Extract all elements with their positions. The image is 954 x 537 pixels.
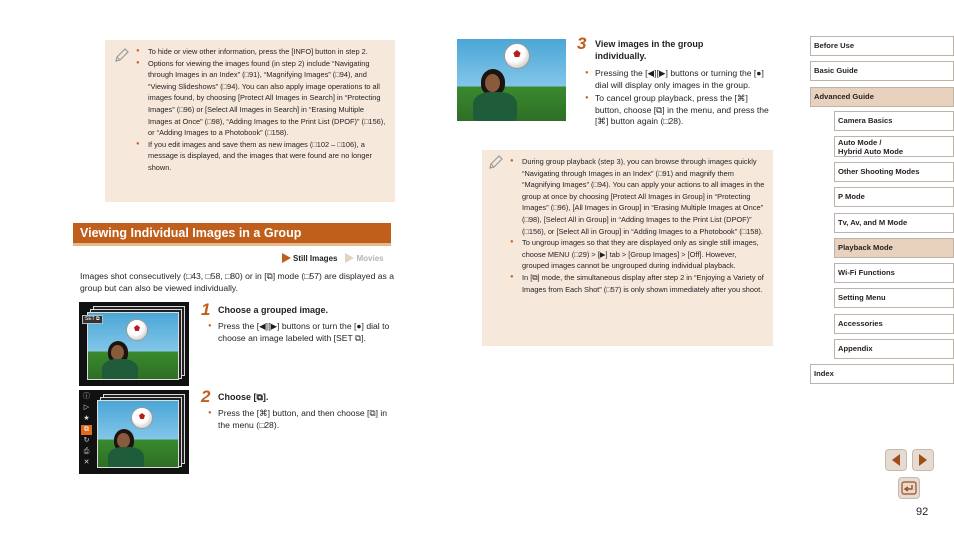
- right-note-item: ● During group playback (step 3), you can browse through images quickly “Navigating through Images in an Index” (□91) and magnify them “Magnifying Images” (□94). You can apply your actions to all images in the group at once by choosing [Protect All Images in Group] in “Protecting Images” (□96), [All Images in Group] in “Erasing Multiple Images at Once” (□98), [Select All in Group] in “Adding Images to the Print List (DPOF)” (□156), or [Select All in Group] in “Adding Images to a Photobook” (□158).: [509, 156, 765, 237]
- step-3-title: View images in the group individually.: [595, 39, 704, 61]
- nav-playback-mode[interactable]: Playback Mode: [834, 238, 954, 258]
- step-1-number: 1: [201, 300, 211, 319]
- nav-index[interactable]: Index: [810, 364, 954, 384]
- nav-accessories[interactable]: Accessories: [834, 314, 954, 334]
- step-2-title: Choose [⧉].: [218, 392, 269, 402]
- triangle-icon: [345, 253, 354, 263]
- favorite-icon[interactable]: ★: [83, 415, 90, 422]
- step-3-photo: [457, 39, 566, 121]
- left-note-box: [105, 40, 395, 202]
- right-note-item: ● In [⧉] mode, the simultaneous display after step 2 in “Enjoying a Variety of Images from Each Shot” (□57) is only shown immediately after you shoot.: [509, 272, 765, 295]
- group-playback-icon[interactable]: ⧉: [81, 425, 92, 435]
- group-photo-thumbnail: [97, 400, 179, 468]
- step-1-bullets: [208, 321, 393, 344]
- intro-text: Images shot consecutively (□43, □58, □80) or in [⧉] mode (□57) are displayed as a group but can also be viewed individually.: [80, 271, 394, 293]
- slideshow-icon[interactable]: ▷: [83, 404, 90, 411]
- nav-appendix[interactable]: Appendix: [834, 339, 954, 359]
- next-page-button[interactable]: [912, 449, 934, 471]
- pencil-icon: [487, 153, 505, 171]
- rotate-icon[interactable]: ↻: [83, 437, 90, 444]
- step-2-bullet: ● Press the [⌘] button, and then choose [⧉] in the menu (□28).: [208, 408, 393, 431]
- step-3-number: 3: [577, 34, 587, 53]
- nav-before-use[interactable]: Before Use: [810, 36, 954, 56]
- nav-advanced-guide[interactable]: Advanced Guide: [810, 87, 954, 107]
- pencil-icon: [113, 46, 131, 64]
- step-2-bullets: [208, 408, 393, 431]
- mode-indicator: [282, 253, 384, 263]
- soccer-ball: [126, 319, 148, 341]
- nav-wifi-functions[interactable]: Wi-Fi Functions: [834, 263, 954, 283]
- print-icon[interactable]: ⎙: [83, 448, 90, 455]
- step-3-bullet: ● Pressing the [◀][▶] buttons or turning the [●] dial will display only images in the group.: [585, 68, 773, 91]
- soccer-ball: [131, 407, 153, 429]
- camera-screen-step1: [79, 302, 189, 386]
- right-note-item: ● To ungroup images so that they are displayed only as single still images, choose MENU (□29) > [▶] tab > [Group Images] > [Off]. However, grouped images cannot be ungrouped during individual playback.: [509, 237, 765, 272]
- section-title: Viewing Individual Images in a Group: [73, 223, 391, 246]
- return-button[interactable]: [898, 477, 920, 499]
- arrow-left-icon: [890, 453, 902, 467]
- step-3-bullets: [585, 68, 773, 128]
- nav-basic-guide[interactable]: Basic Guide: [810, 61, 954, 81]
- left-note-item: ● To hide or view other information, press the [INFO] button in step 2.: [135, 46, 387, 58]
- arrow-right-icon: [917, 453, 929, 467]
- nav-auto-mode-line1: Auto Mode /: [838, 138, 882, 147]
- step-1-title: Choose a grouped image.: [218, 305, 329, 315]
- previous-page-button[interactable]: [885, 449, 907, 471]
- nav-p-mode[interactable]: P Mode: [834, 187, 954, 207]
- right-note-box: [482, 150, 773, 346]
- movies-label: Movies: [345, 253, 383, 263]
- soccer-ball: [504, 43, 530, 69]
- group-set-label: SET ⧉: [82, 315, 103, 324]
- camera-screen-step2: [79, 390, 189, 474]
- step-1-bullet: ● Press the [◀][▶] buttons or turn the [●] dial to choose an image labeled with [SET ⧉].: [208, 321, 393, 344]
- left-note-item: ● Options for viewing the images found (in step 2) include “Navigating through Images in an Index” (□91), “Magnifying Images” (□94), and “Viewing Slideshows” (□94). You can also apply image operations to all images found, by choosing [Protect All Images in Search] in “Protecting Images” (□96) or [Select All Images in Search] in “Erasing Multiple Images at Once” (□98), “Adding Images to the Print List (DPOF)” (□156), or “Adding Images to a Photobook” (□158).: [135, 58, 387, 139]
- return-arrow-icon: [901, 481, 917, 495]
- nav-auto-mode-line2: Hybrid Auto Mode: [838, 147, 904, 156]
- nav-setting-menu[interactable]: Setting Menu: [834, 288, 954, 308]
- left-note-item: ● If you edit images and save them as new images (□102 – □106), a message is displayed, and the images that were found are no longer shown.: [135, 139, 387, 174]
- nav-tv-av-m-mode[interactable]: Tv, Av, and M Mode: [834, 213, 954, 233]
- page-number: 92: [916, 506, 929, 518]
- triangle-icon: [282, 253, 291, 263]
- info-icon[interactable]: ⓘ: [83, 393, 90, 400]
- function-menu-column: [80, 392, 93, 472]
- nav-camera-basics[interactable]: Camera Basics: [834, 111, 954, 131]
- nav-auto-mode[interactable]: [834, 136, 954, 157]
- erase-icon[interactable]: ✕: [83, 459, 90, 466]
- step-3-bullet: ● To cancel group playback, press the [⌘] button, choose [⧉] in the menu, and press the [⌘] button again (□28).: [585, 93, 773, 128]
- step-2-number: 2: [201, 387, 211, 406]
- still-images-label: Still Images: [282, 253, 337, 263]
- nav-other-shooting-modes[interactable]: Other Shooting Modes: [834, 162, 954, 182]
